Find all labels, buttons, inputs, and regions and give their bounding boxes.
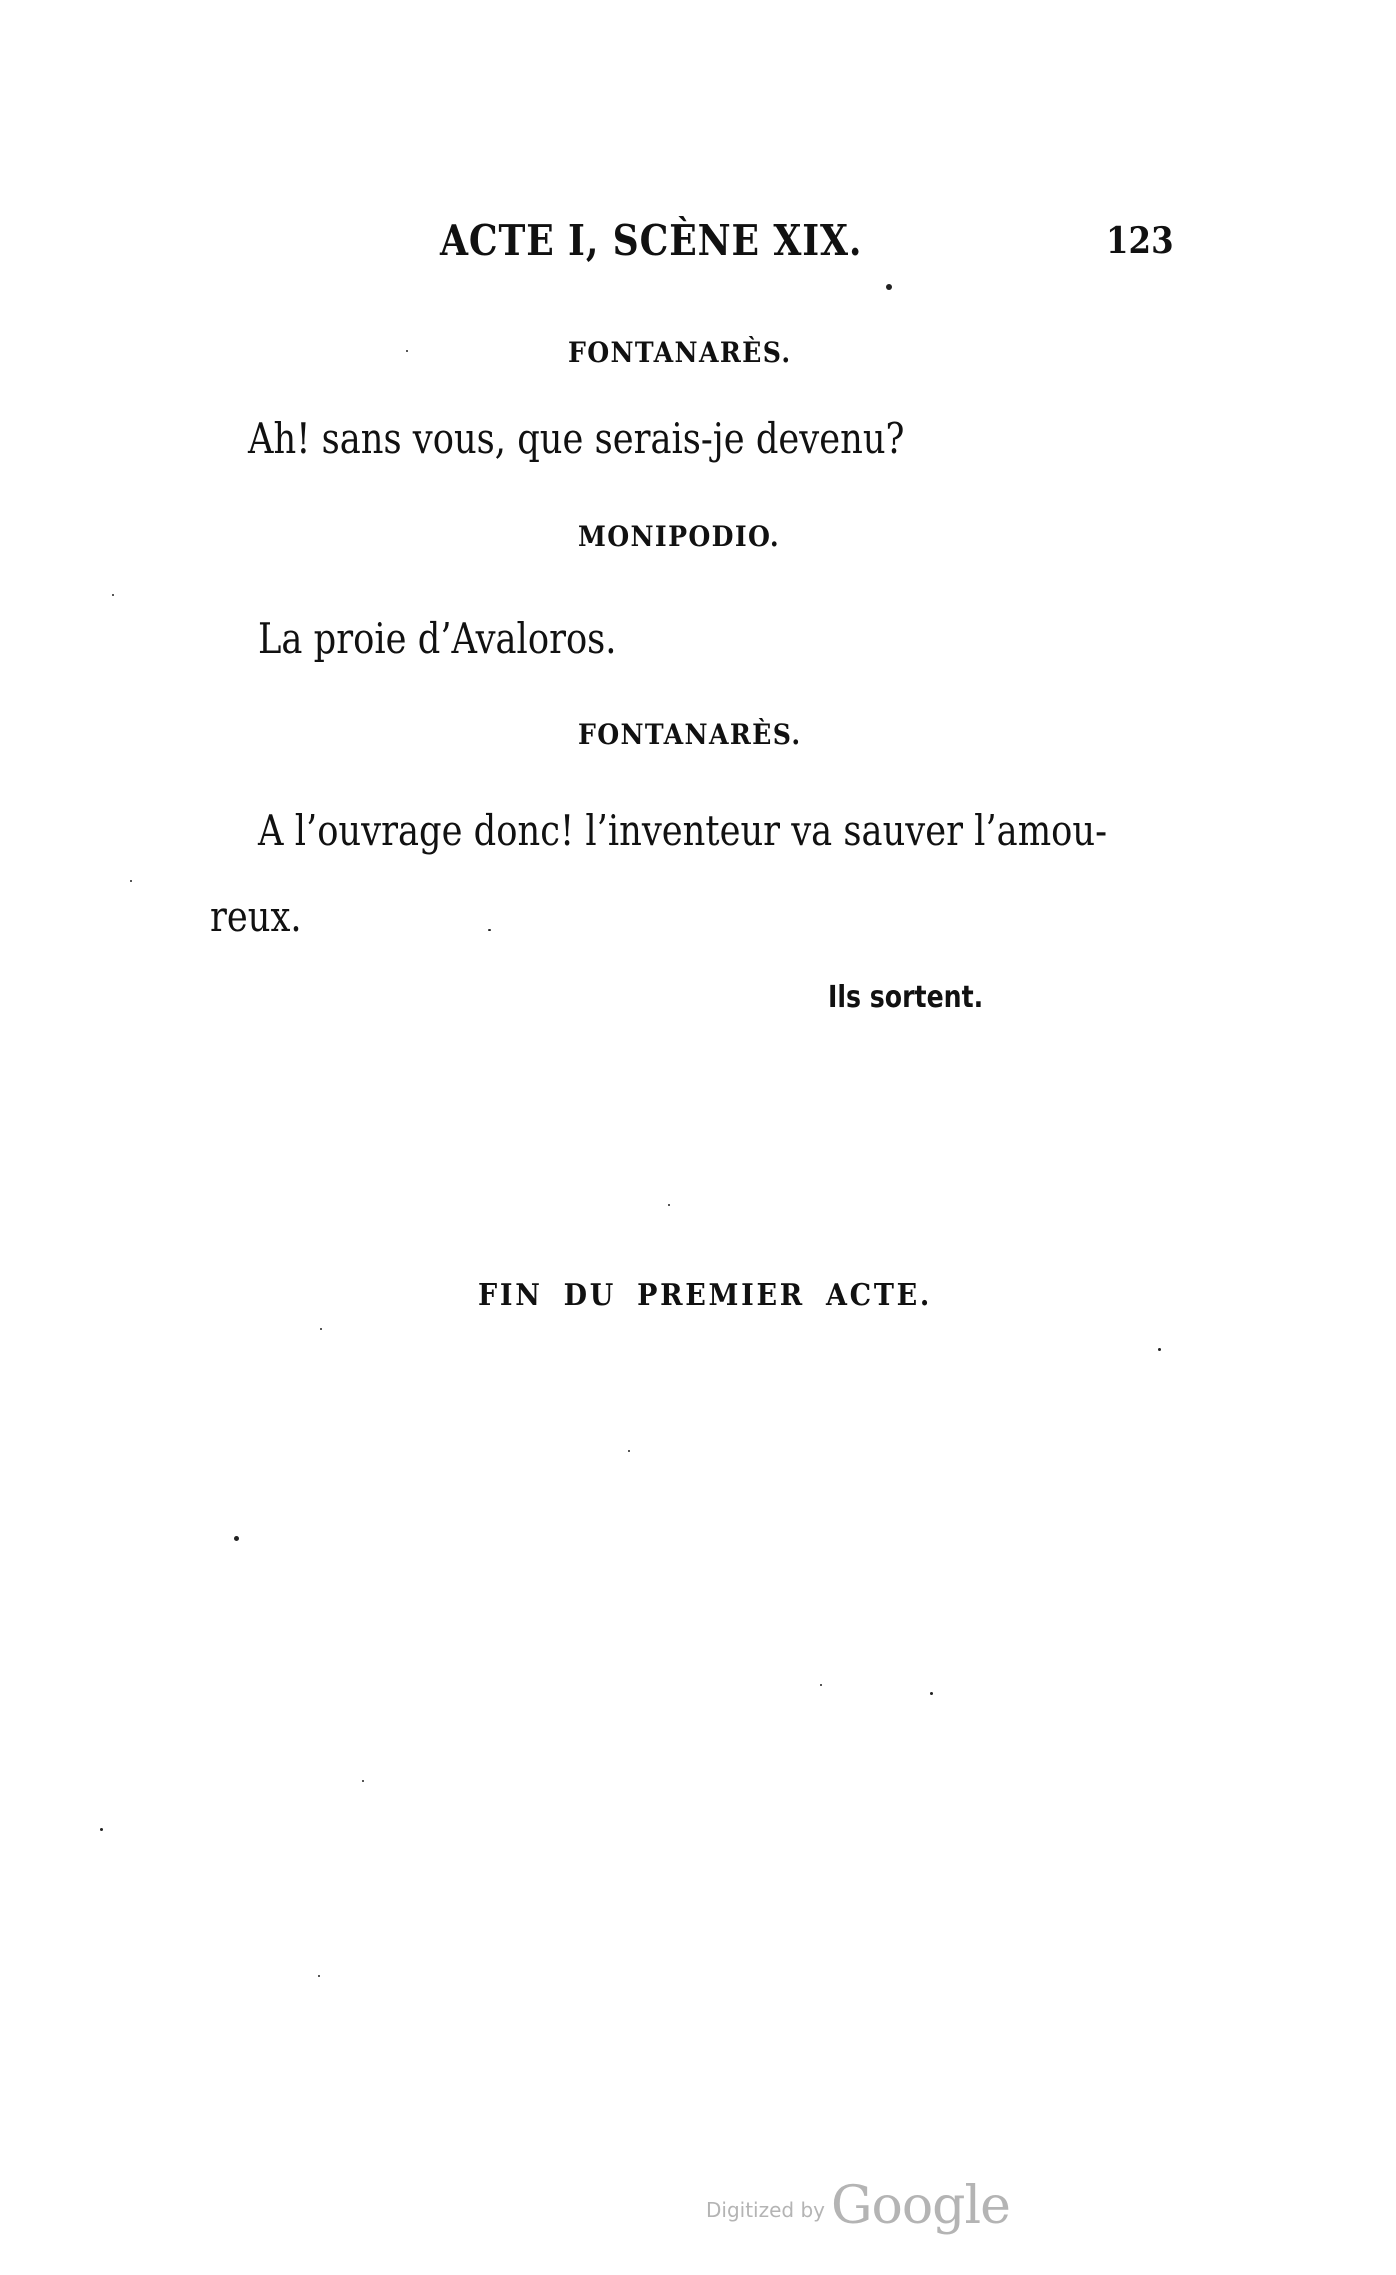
- watermark-prefix: Digitized by: [706, 2198, 825, 2222]
- print-speck: [820, 1684, 822, 1686]
- print-speck: [1158, 1348, 1161, 1351]
- print-speck: [488, 929, 491, 931]
- verse-line: Ah! sans vous, que serais-je devenu?: [248, 414, 905, 463]
- print-speck: [234, 1536, 239, 1541]
- print-speck: [628, 1450, 630, 1452]
- print-speck: [668, 1204, 670, 1206]
- print-speck: [318, 1975, 320, 1977]
- speaker-name: FONTANARÈS.: [568, 336, 792, 369]
- print-speck: [320, 1328, 322, 1330]
- verse-line: A l’ouvrage donc! l’inventeur va sauver l’amou-: [258, 806, 1108, 855]
- speaker-name: MONIPODIO.: [578, 520, 780, 553]
- print-speck: [930, 1692, 933, 1695]
- act-end-title: FIN DU PREMIER ACTE.: [478, 1278, 933, 1313]
- print-speck: [362, 1780, 364, 1782]
- google-logo: Google: [831, 2176, 1010, 2236]
- print-speck: [406, 350, 408, 352]
- speaker-name: FONTANARÈS.: [578, 718, 802, 751]
- verse-line-continuation: reux.: [210, 892, 302, 941]
- print-speck: [100, 1828, 103, 1831]
- running-head: ACTE I, SCÈNE XIX.: [440, 216, 863, 265]
- page-number: 123: [1106, 220, 1174, 262]
- verse-line: La proie d’Avaloros.: [258, 614, 617, 663]
- print-speck: [130, 880, 132, 882]
- stage-direction: Ils sortent.: [828, 980, 984, 1015]
- print-speck: [112, 594, 114, 596]
- print-speck: [886, 284, 892, 290]
- digitized-watermark: [706, 2176, 1010, 2236]
